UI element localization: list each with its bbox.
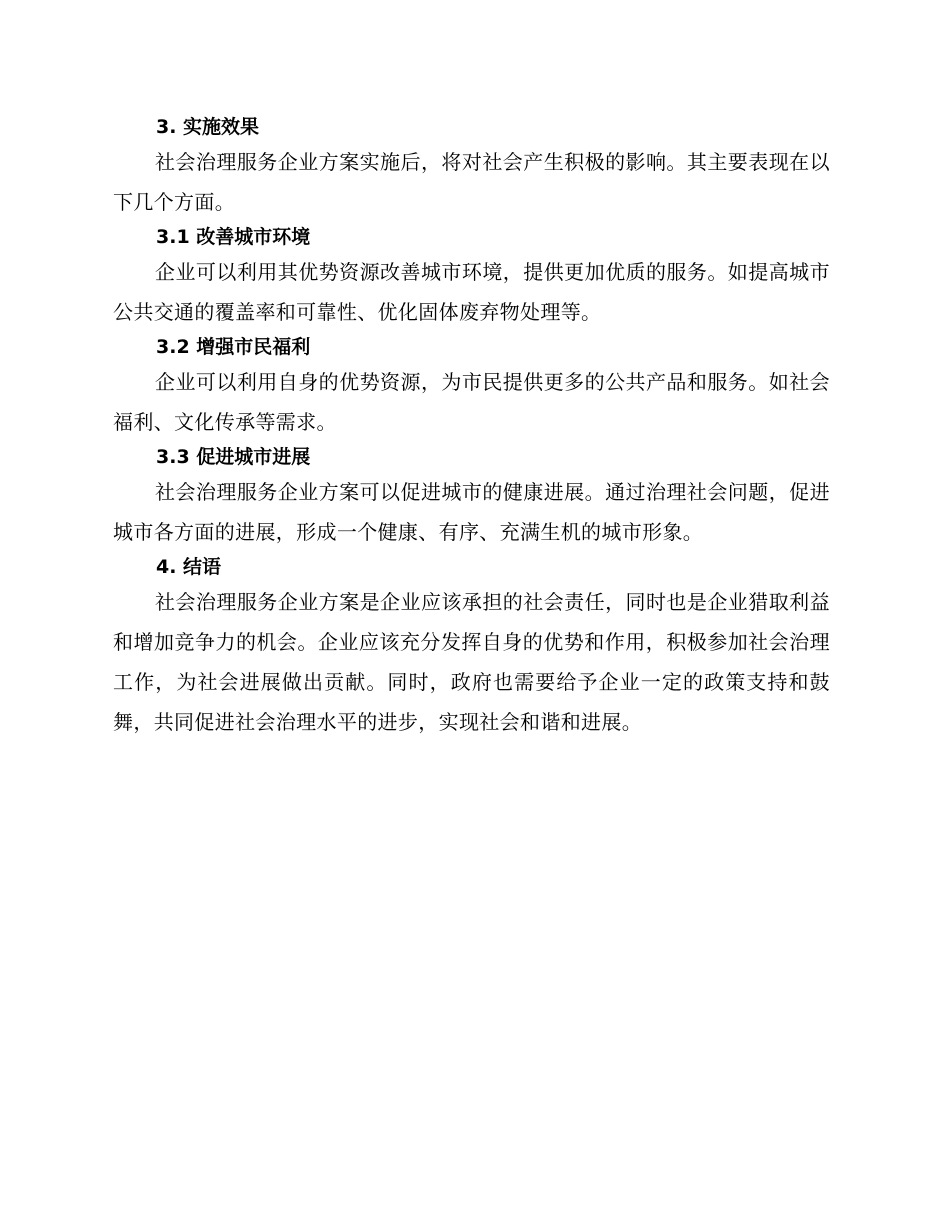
section-heading-improve-city-environment: 3.1 改善城市环境 <box>156 226 311 248</box>
section-heading-promote-city-development: 3.3 促进城市进展 <box>156 446 311 468</box>
section-heading-enhance-citizen-welfare: 3.2 增强市民福利 <box>156 336 311 358</box>
section-heading-implementation-effects: 3. 实施效果 <box>156 116 260 138</box>
paragraph-enhance-citizen-welfare: 企业可以利用自身的优势资源，为市民提供更多的公共产品和服务。如社会福利、文化传承等需求。 <box>113 370 830 434</box>
paragraph-improve-city-environment: 企业可以利用其优势资源改善城市环境，提供更加优质的服务。如提高城市公共交通的覆盖率和可靠性、优化固体废弃物处理等。 <box>113 260 830 324</box>
paragraph-implementation-effects: 社会治理服务企业方案实施后，将对社会产生积极的影响。其主要表现在以下几个方面。 <box>113 150 830 214</box>
paragraph-promote-city-development: 社会治理服务企业方案可以促进城市的健康进展。通过治理社会问题，促进城市各方面的进展，形成一个健康、有序、充满生机的城市形象。 <box>113 480 830 544</box>
section-heading-conclusion: 4. 结语 <box>156 556 222 578</box>
paragraph-conclusion: 社会治理服务企业方案是企业应该承担的社会责任，同时也是企业猎取利益和增加竞争力的机会。企业应该充分发挥自身的优势和作用，积极参加社会治理工作，为社会进展做出贡献。同时，政府也需要给予企业一定的政策支持和鼓舞，共同促进社会治理水平的进步，实现社会和谐和进展。 <box>113 590 830 734</box>
document-body <box>113 112 830 742</box>
